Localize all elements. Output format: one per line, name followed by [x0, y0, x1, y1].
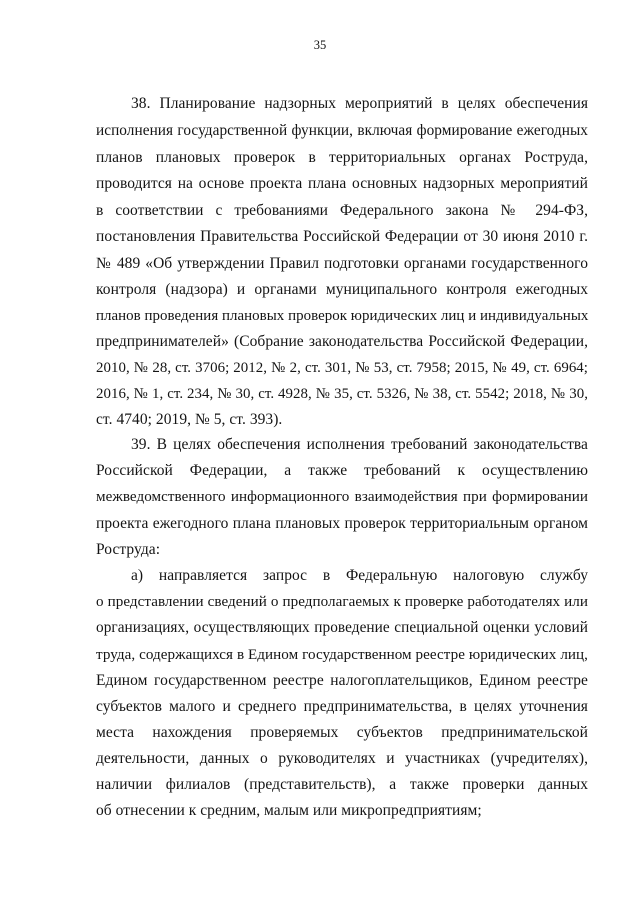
text-line: места нахождения проверяемых субъектов предпринимательской — [96, 724, 588, 741]
text-line: наличии филиалов (представительств), а также проверки данных — [96, 776, 588, 793]
text-line: деятельности, данных о руководителях и участниках (учредителях), — [96, 750, 588, 767]
text-line: № 489 «Об утверждении Правил подготовки органами государственного — [96, 255, 588, 272]
text-line: организациях, осуществляющих проведение специальной оценки условий — [96, 619, 588, 636]
text-line: об отнесении к средним, малым или микропредприятиям; — [96, 802, 482, 819]
text-line: проводится на основе проекта плана основных надзорных мероприятий — [96, 175, 588, 192]
text-line: о представлении сведений о предполагаемых к проверке работодателях или — [96, 594, 588, 610]
text-line: ст. 4740; 2019, № 5, ст. 393). — [96, 411, 283, 428]
text-line: субъектов малого и среднего предпринимательства, в целях уточнения — [96, 698, 588, 715]
text-line: межведомственного информационного взаимодействия при формировании — [96, 489, 588, 505]
text-line: а) направляется запрос в Федеральную налоговую службу — [131, 567, 588, 584]
text-line: планов плановых проверок в территориальных органах Роструда, — [96, 149, 588, 166]
text-line: труда, содержащихся в Едином государственном реестре юридических лиц, — [96, 647, 588, 663]
text-line: Едином государственном реестре налогоплательщиков, Едином реестре — [96, 672, 588, 689]
text-line: 38. Планирование надзорных мероприятий в целях обеспечения — [131, 95, 588, 112]
text-line: 2010, № 28, ст. 3706; 2012, № 2, ст. 301, № 53, ст. 7958; 2015, № 49, ст. 6964; — [96, 360, 588, 376]
text-line: в соответствии с требованиями Федерального закона № 294-ФЗ, — [96, 202, 588, 219]
text-line: Российской Федерации, а также требований к осуществлению — [96, 462, 588, 479]
text-line: 2016, № 1, ст. 234, № 30, ст. 4928, № 35, ст. 5326, № 38, ст. 5542; 2018, № 30, — [96, 386, 588, 402]
text-line: контроля (надзора) и органами муниципального контроля ежегодных — [96, 281, 588, 298]
text-line: планов проведения плановых проверок юридических лиц и индивидуальных — [96, 308, 589, 324]
text-line: 39. В целях обеспечения исполнения требований законодательства — [131, 436, 588, 453]
text-line: проекта ежегодного плана плановых проверок территориальным органом — [96, 515, 588, 532]
page-number: 35 — [313, 38, 327, 52]
text-line: постановления Правительства Российской Федерации от 30 июня 2010 г. — [96, 228, 588, 245]
text-line: предпринимателей» (Собрание законодательства Российской Федерации, — [96, 333, 588, 350]
text-line: Роструда: — [96, 541, 161, 558]
text-line: исполнения государственной функции, включая формирование ежегодных — [96, 122, 588, 139]
